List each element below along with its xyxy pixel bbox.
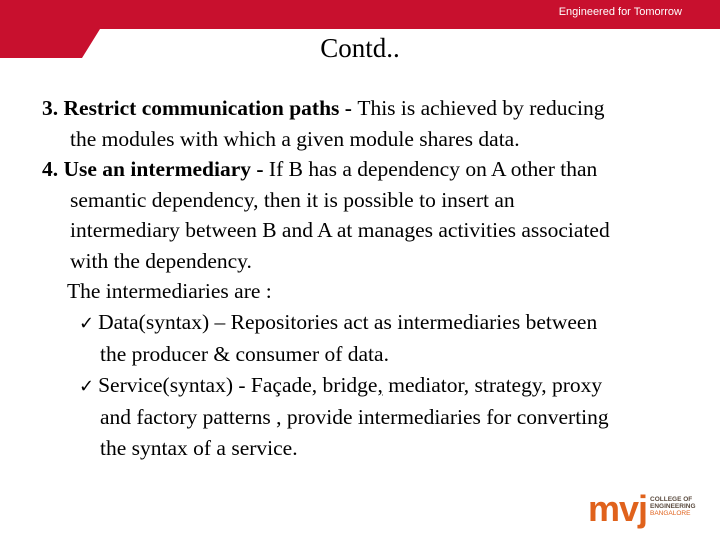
item-4-continuation-3: with the dependency. bbox=[70, 248, 252, 273]
item-3-line bbox=[42, 93, 692, 124]
bullet-1-line-2: the producer & consumer of data. bbox=[100, 342, 389, 366]
bullet-1 bbox=[42, 307, 692, 340]
item-3-heading: . Restrict communication paths - bbox=[52, 96, 358, 120]
logo-text-line-2: ENGINEERING bbox=[650, 503, 696, 510]
item-4-line bbox=[42, 154, 692, 185]
item-3-text: This is achieved by reducing bbox=[357, 96, 605, 120]
bullet-2 bbox=[42, 370, 692, 403]
bullet-2-line-1a: Service(syntax) - Façade, bridge bbox=[98, 372, 378, 397]
slide-body bbox=[42, 93, 692, 463]
slide-title: Contd.. bbox=[320, 33, 400, 63]
bullet-2-line-1-comma: , bbox=[377, 372, 383, 397]
college-logo bbox=[588, 490, 708, 530]
item-3-number: 3 bbox=[42, 96, 53, 120]
item-4-heading: 4. Use an intermediary - bbox=[42, 157, 269, 181]
logo-text-line-1: COLLEGE OF bbox=[650, 496, 693, 503]
item-3-continuation: the modules with which a given module shares data. bbox=[70, 126, 520, 151]
logo-text-line-3: BANGALORE bbox=[650, 510, 691, 517]
logo-text bbox=[650, 496, 696, 517]
bullet-1-line-1: Data(syntax) – Repositories act as intermediaries between bbox=[98, 309, 598, 334]
header-tagline: Engineered for Tomorrow bbox=[558, 6, 682, 18]
item-4-continuation-2: intermediary between B and A at manages activities associated bbox=[70, 218, 610, 242]
bullet-2-line-1b: mediator, strategy, proxy bbox=[382, 372, 603, 397]
checkmark-icon: ✓ bbox=[79, 312, 95, 334]
logo-mark: mvj bbox=[588, 488, 648, 529]
bullet-2-line-2: and factory patterns , provide intermediaries for converting bbox=[100, 405, 609, 429]
intermediaries-intro: The intermediaries are : bbox=[67, 279, 272, 303]
bullet-2-line-3: the syntax of a service. bbox=[100, 435, 298, 460]
checkmark-icon: ✓ bbox=[79, 375, 95, 397]
item-4-text: If B has a dependency on A other than bbox=[268, 157, 598, 181]
item-4-continuation-1: semantic dependency, then it is possible to insert an bbox=[70, 187, 515, 212]
